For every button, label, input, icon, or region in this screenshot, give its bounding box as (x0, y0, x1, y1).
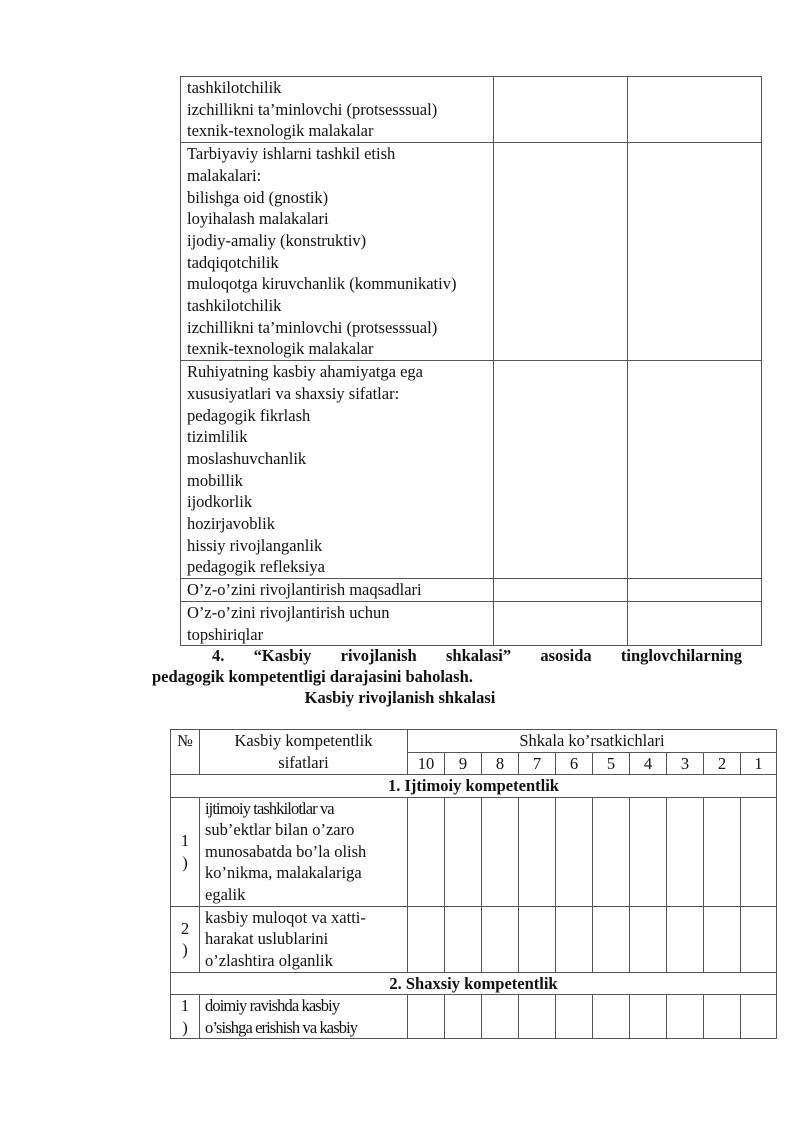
section-title: 2. Shaxsiy kompetentlik (171, 972, 777, 995)
item-description-line: egalik (205, 884, 246, 904)
section-row (171, 775, 777, 798)
score-cell[interactable] (630, 995, 667, 1039)
item-description-line: ko’nikma, malakalariga (205, 863, 362, 882)
scale-indicators-header: Shkala ko’rsatkichlari (408, 730, 777, 753)
score-cell[interactable] (408, 995, 445, 1039)
competence-header (200, 730, 408, 775)
competence-item-row (171, 797, 777, 906)
score-cell[interactable] (704, 995, 741, 1039)
score-cell[interactable] (741, 797, 777, 906)
item-description-line: o’zlashtira olganlik (205, 950, 333, 970)
checklist-item-line: pedagogik fikrlash (187, 405, 311, 425)
rating-cell[interactable] (628, 143, 762, 361)
checklist-item-line: tadqiqotchilik (187, 252, 279, 272)
rating-cell[interactable] (494, 361, 628, 579)
score-cell[interactable] (519, 906, 556, 972)
checklist-item-line: topshiriqlar (187, 624, 264, 644)
competence-checklist-table (180, 76, 762, 646)
header-row-1 (171, 730, 777, 753)
score-cell[interactable] (630, 906, 667, 972)
section-row (171, 972, 777, 995)
section-heading (152, 645, 742, 687)
score-cell[interactable] (482, 906, 519, 972)
score-cell[interactable] (519, 797, 556, 906)
checklist-item-line: ijodiy-amaliy (konstruktiv) (187, 230, 367, 250)
checklist-item-line: bilishga oid (gnostik) (187, 187, 329, 207)
score-cell[interactable] (445, 995, 482, 1039)
checklist-item-cell (181, 579, 494, 602)
score-cell[interactable] (667, 797, 704, 906)
score-cell[interactable] (704, 906, 741, 972)
score-cell[interactable] (482, 995, 519, 1039)
item-description-line: harakat uslublarini (205, 929, 329, 948)
checklist-row (181, 579, 762, 602)
scale-table-body (171, 730, 777, 1039)
score-cell[interactable] (482, 797, 519, 906)
item-number-part: ) (182, 852, 188, 872)
checklist-item-line: izchillikni ta’minlovchi (protsesssual) (187, 99, 438, 119)
heading-word: “Kasbiy (253, 646, 312, 665)
item-description (200, 906, 408, 972)
score-cell[interactable] (408, 906, 445, 972)
number-header: № (171, 730, 200, 775)
item-description-line: sub’ektlar bilan o’zaro (205, 820, 355, 839)
checklist-item-line: tashkilotchilik (187, 296, 282, 316)
score-cell[interactable] (593, 906, 630, 972)
score-cell[interactable] (445, 797, 482, 906)
checklist-item-line: Tarbiyaviy ishlarni tashkil etish (187, 144, 396, 164)
scale-value-header: 6 (556, 752, 593, 775)
score-cell[interactable] (556, 995, 593, 1039)
checklist-row (181, 77, 762, 143)
item-description (200, 995, 408, 1039)
checklist-item-line: muloqotga kiruvchanlik (kommunikativ) (187, 274, 457, 294)
item-number-part: 1 (180, 996, 190, 1015)
heading-word: 4. (212, 646, 225, 665)
item-number-part: ) (182, 1017, 188, 1037)
checklist-item-line: izchillikni ta’minlovchi (protsesssual) (187, 317, 438, 337)
competence-item-row (171, 906, 777, 972)
item-number-part: 2 (180, 918, 190, 938)
score-cell[interactable] (630, 797, 667, 906)
checklist-row (181, 361, 762, 579)
item-description-line: ijtimoiy tashkilotlar va (205, 798, 334, 818)
scale-value-header: 3 (667, 752, 704, 775)
professional-development-scale-table (170, 729, 777, 1039)
scale-value-header: 8 (482, 752, 519, 775)
scale-value-header: 5 (593, 752, 630, 775)
competence-header-line: sifatlari (278, 752, 329, 772)
checklist-item-line: loyihalash malakalari (187, 209, 329, 229)
item-number (171, 906, 200, 972)
competence-header-line: Kasbiy kompetentlik (234, 731, 373, 750)
checklist-item-line: O’z-o’zini rivojlantirish maqsadlari (187, 580, 422, 600)
checklist-item-cell (181, 601, 494, 645)
score-cell[interactable] (556, 797, 593, 906)
section-heading-line-2: pedagogik kompetentligi darajasini baholash. (152, 667, 473, 686)
scale-value-header: 4 (630, 752, 667, 775)
item-number (171, 797, 200, 906)
score-cell[interactable] (556, 906, 593, 972)
item-description-line: kasbiy muloqot va xatti- (205, 907, 366, 927)
checklist-item-line: hozirjavoblik (187, 514, 275, 534)
scale-value-header: 2 (704, 752, 741, 775)
section-heading-line-1 (152, 645, 742, 666)
rating-cell[interactable] (628, 77, 762, 143)
score-cell[interactable] (445, 906, 482, 972)
score-cell[interactable] (519, 995, 556, 1039)
score-cell[interactable] (667, 995, 704, 1039)
scale-value-header: 1 (741, 752, 777, 775)
scale-value-header: 9 (445, 752, 482, 775)
checklist-item-cell (181, 143, 494, 361)
checklist-item-line: O’z-o’zini rivojlantirish uchun (187, 602, 390, 622)
heading-word: rivojlanish (340, 646, 417, 665)
checklist-item-line: mobillik (187, 470, 243, 490)
checklist-item-cell (181, 361, 494, 579)
competence-item-row (171, 995, 777, 1039)
rating-cell[interactable] (628, 361, 762, 579)
checklist-item-line: pedagogik refleksiya (187, 557, 325, 577)
scale-value-header: 7 (519, 752, 556, 775)
checklist-item-line: malakalari: (187, 165, 262, 185)
checklist-item-line: Ruhiyatning kasbiy ahamiyatga ega (187, 362, 423, 382)
scale-title: Kasbiy rivojlanish shkalasi (304, 688, 496, 707)
checklist-item-line: ijodkorlik (187, 492, 253, 512)
score-cell[interactable] (741, 906, 777, 972)
checklist-item-line: tizimlilik (187, 427, 248, 447)
rating-cell[interactable] (494, 601, 628, 645)
heading-word: shkalasi” (445, 646, 512, 665)
rating-cell[interactable] (628, 579, 762, 602)
heading-word: tinglovchilarning (620, 646, 742, 665)
checklist-item-line: texnik-texnologik malakalar (187, 339, 374, 359)
rating-cell[interactable] (628, 601, 762, 645)
score-cell[interactable] (408, 797, 445, 906)
item-description-line: o’sishga erishish va kasbiy (205, 1017, 358, 1037)
checklist-item-line: xususiyatlari va shaxsiy sifatlar: (187, 383, 400, 403)
score-cell[interactable] (593, 797, 630, 906)
checklist-item-line: moslashuvchanlik (187, 448, 307, 468)
score-cell[interactable] (593, 995, 630, 1039)
checklist-item-line: texnik-texnologik malakalar (187, 121, 374, 141)
scale-value-header: 10 (408, 752, 445, 775)
score-cell[interactable] (741, 995, 777, 1039)
score-cell[interactable] (667, 906, 704, 972)
rating-cell[interactable] (494, 77, 628, 143)
item-number-part: ) (182, 940, 188, 959)
item-description-line: doimiy ravishda kasbiy (205, 996, 340, 1015)
section-title: 1. Ijtimoiy kompetentlik (171, 775, 777, 798)
checklist-item-line: tashkilotchilik (187, 78, 282, 97)
item-description-line: munosabatda bo’la olish (205, 841, 367, 861)
item-description (200, 797, 408, 906)
heading-word: asosida (540, 646, 592, 665)
item-number (171, 995, 200, 1039)
checklist-row (181, 601, 762, 645)
rating-cell[interactable] (494, 579, 628, 602)
item-number-part: 1 (180, 831, 190, 850)
checklist-item-cell (181, 77, 494, 143)
score-cell[interactable] (704, 797, 741, 906)
checklist-item-line: hissiy rivojlanganlik (187, 535, 323, 555)
checklist-row (181, 143, 762, 361)
rating-cell[interactable] (494, 143, 628, 361)
competence-checklist-body (181, 77, 762, 646)
